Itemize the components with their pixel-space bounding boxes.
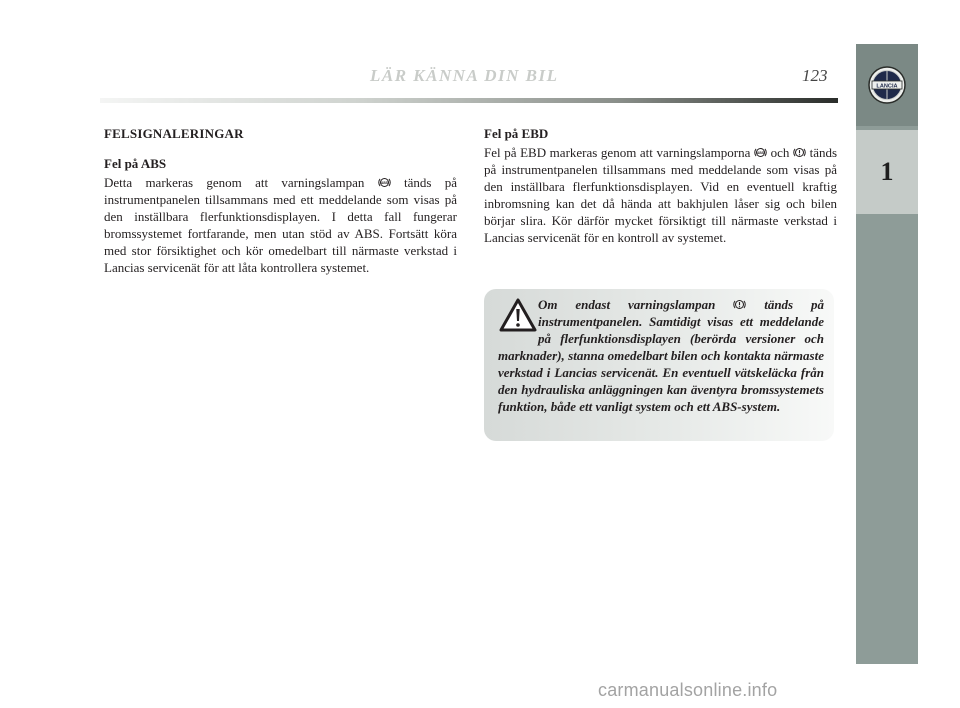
warning-text bbox=[498, 296, 824, 415]
warning-text-after-icon: tänds på instrumentpanelen. Samtidigt visas ett meddelande på flerfunktionsdisplayen (berörda versioner och marknader), stanna omedelbart bilen och kontakta närmaste verkstad i Lancias servicenät. En eventuell vätskeläcka från den hydrauliska anläggningen kan äventyra bromssystemets funktion, både ett vanligt system och ett ABS-system. bbox=[498, 297, 825, 414]
lancia-logo-icon bbox=[867, 65, 907, 105]
side-tab bbox=[856, 44, 918, 664]
abs-subheading: Fel på ABS bbox=[104, 156, 167, 171]
left-column bbox=[104, 125, 457, 276]
abs-text-before-icon: Detta markeras genom att varningslampan bbox=[104, 175, 365, 190]
abs-warning-lamp-icon bbox=[754, 146, 767, 159]
header-rule bbox=[100, 98, 838, 103]
ebd-text-part2: och bbox=[770, 145, 790, 160]
logo-cell bbox=[856, 44, 918, 126]
ebd-text-part1: Fel på EBD markeras genom att varningslamporna bbox=[484, 145, 751, 160]
brake-warning-lamp-icon bbox=[793, 146, 806, 159]
brake-warning-lamp-icon bbox=[733, 298, 746, 311]
abs-paragraph bbox=[104, 174, 457, 276]
chapter-cell bbox=[856, 130, 918, 214]
ebd-paragraph bbox=[484, 144, 837, 246]
abs-warning-lamp-icon bbox=[378, 176, 391, 189]
ebd-text-part3: tänds på instrumentpanelen tillsammans med meddelande som visas på den inställbara flerfunktionsdisplayen. Vid en eventuell kraftig inbromsning kan det då hända att bakhjulen låser sig och bilen börjar slira. Kör därför mycket försiktigt till närmaste verkstad i Lancias servicenät för en kontroll av systemet. bbox=[484, 145, 838, 245]
header-title: LÄR KÄNNA DIN BIL bbox=[370, 66, 559, 85]
logo-text: LANCIA bbox=[876, 83, 898, 90]
warning-text-before-icon: Om endast varningslampan bbox=[538, 297, 716, 312]
chapter-number: 1 bbox=[880, 157, 894, 186]
abs-text-after-icon: tänds på instrumentpanelen tillsammans med ett meddelande som visas på den inställbara flerfunktionsdisplayen. I detta fall fungerar bromssystemet fortfarande, men utan stöd av ABS. Fortsätt köra med stor försiktighet och kör omedelbart till närmaste verkstad i Lancias servicenät för att låta kontrollera systemet. bbox=[104, 175, 457, 275]
right-column bbox=[484, 125, 837, 246]
ebd-subheading: Fel på EBD bbox=[484, 126, 549, 141]
section-title: FELSIGNALERINGAR bbox=[104, 126, 244, 141]
page-number: 123 bbox=[802, 66, 828, 85]
warning-icon-spacer bbox=[498, 296, 538, 347]
watermark: carmanualsonline.info bbox=[598, 680, 778, 700]
svg-text:ABS: ABS bbox=[756, 150, 764, 155]
svg-text:ABS: ABS bbox=[380, 180, 388, 185]
warning-box bbox=[484, 289, 834, 441]
